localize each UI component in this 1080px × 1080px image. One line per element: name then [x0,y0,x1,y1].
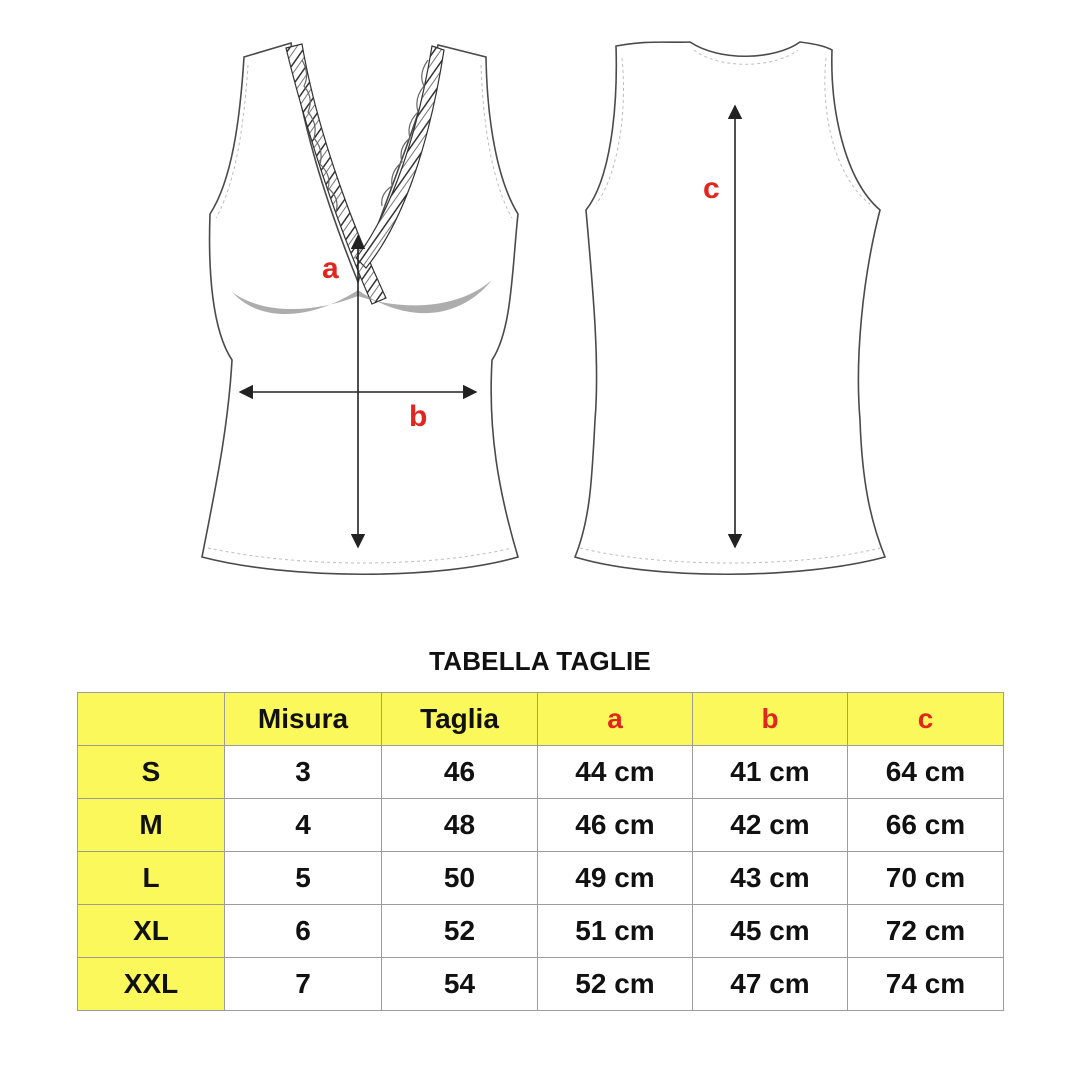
table-cell: 52 cm [538,958,693,1011]
table-row [78,746,1004,799]
size-cell: S [78,746,225,799]
table-cell: 74 cm [848,958,1004,1011]
back-body-outline [575,42,885,574]
table-cell: 49 cm [538,852,693,905]
table-cell: 51 cm [538,905,693,958]
table-cell: 66 cm [848,799,1004,852]
table-cell: 46 [382,746,538,799]
table-cell: 48 [382,799,538,852]
table-row [78,852,1004,905]
back-view [575,42,885,574]
table-cell: 3 [225,746,382,799]
size-cell: XL [78,905,225,958]
table-cell: 50 [382,852,538,905]
table-row [78,958,1004,1011]
header-corner [78,693,225,746]
table-cell: 64 cm [848,746,1004,799]
front-body-outline [202,43,518,574]
front-view [202,43,518,574]
table-row [78,905,1004,958]
header-b: b [693,693,848,746]
measure-label-b: b [409,400,428,433]
table-cell: 70 cm [848,852,1004,905]
table-cell: 54 [382,958,538,1011]
header-c: c [848,693,1004,746]
table-cell: 45 cm [693,905,848,958]
table-cell: 43 cm [693,852,848,905]
table-cell: 47 cm [693,958,848,1011]
table-cell: 6 [225,905,382,958]
table-cell: 4 [225,799,382,852]
table-cell: 52 [382,905,538,958]
table-cell: 44 cm [538,746,693,799]
size-cell: XXL [78,958,225,1011]
size-table [77,692,1004,1011]
measure-label-a: a [322,252,339,285]
header-misura: Misura [225,693,382,746]
table-header-row [78,693,1004,746]
table-cell: 72 cm [848,905,1004,958]
table-cell: 5 [225,852,382,905]
size-cell: L [78,852,225,905]
table-cell: 41 cm [693,746,848,799]
size-table-title: TABELLA TAGLIE [429,646,651,676]
measure-label-c: c [703,172,720,205]
header-a: a [538,693,693,746]
table-cell: 42 cm [693,799,848,852]
table-cell: 7 [225,958,382,1011]
size-cell: M [78,799,225,852]
table-row [78,799,1004,852]
table-cell: 46 cm [538,799,693,852]
header-taglia: Taglia [382,693,538,746]
